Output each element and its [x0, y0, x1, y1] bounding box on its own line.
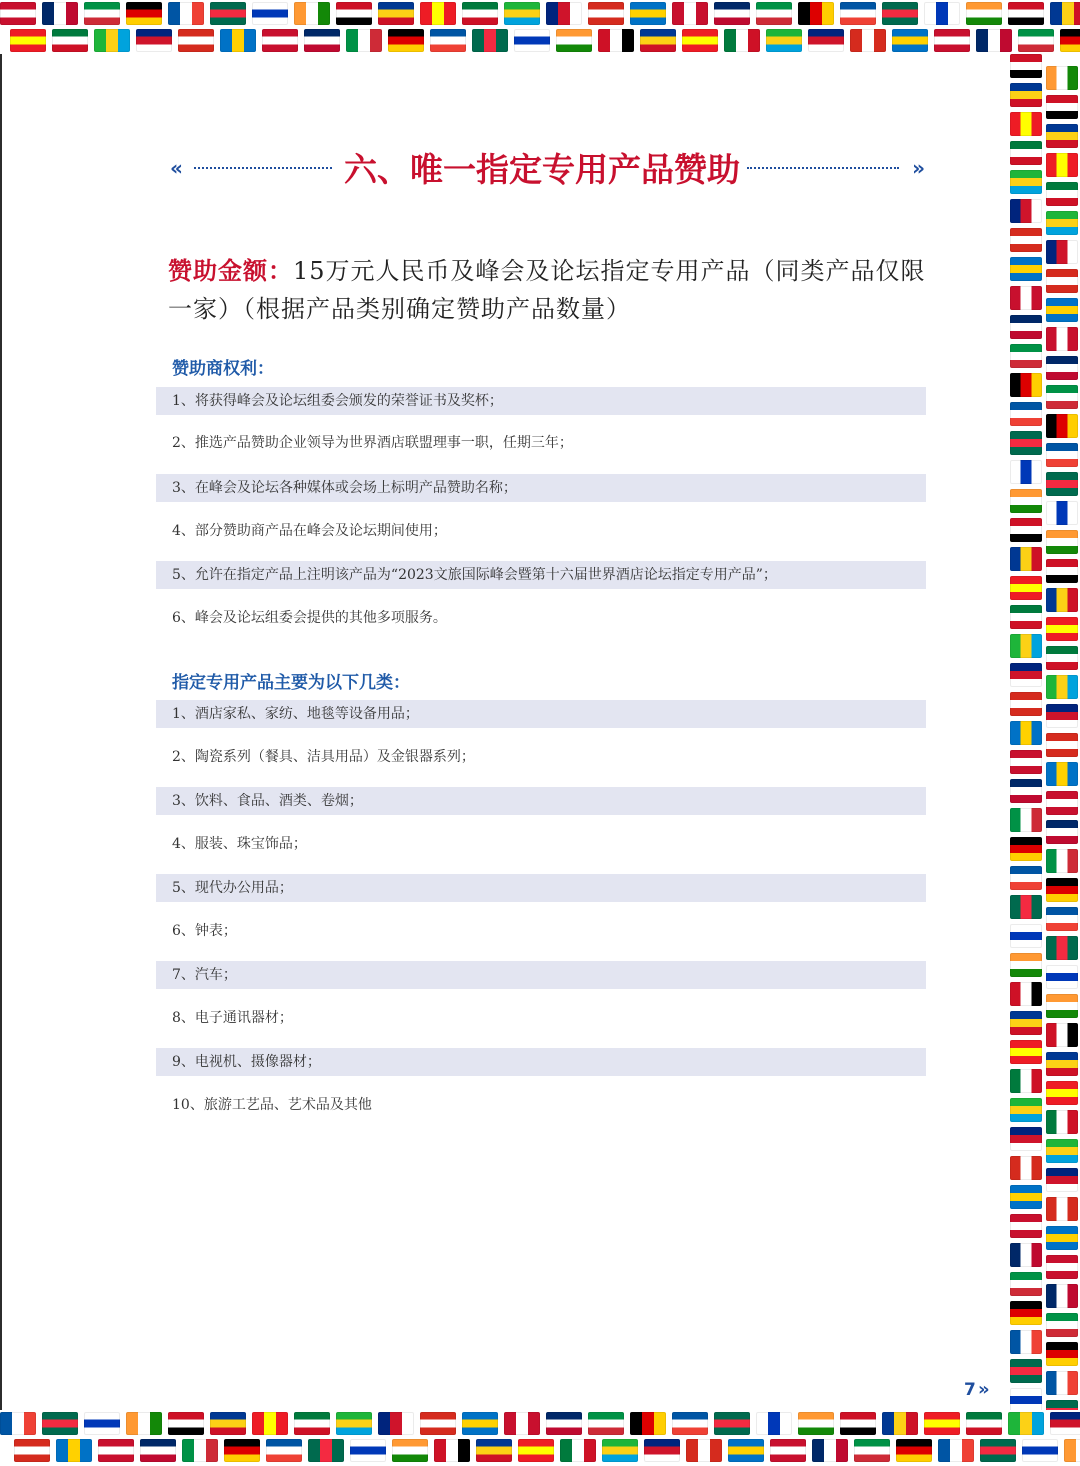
flag-icon: [1046, 298, 1078, 322]
flag-icon: [1046, 1226, 1078, 1250]
flag-icon: [588, 2, 624, 25]
title-divider-left: [194, 167, 332, 169]
flag-icon: [1010, 1069, 1042, 1093]
flag-icon: [1010, 924, 1042, 948]
flag-icon: [1010, 373, 1042, 397]
flag-icon: [1046, 356, 1078, 380]
flag-icon: [420, 2, 456, 25]
flag-icon: [1046, 820, 1078, 844]
flag-icon: [1010, 315, 1042, 339]
flag-icon: [728, 1439, 764, 1462]
flag-icon: [1046, 588, 1078, 612]
flag-icon: [168, 2, 204, 25]
chevron-right-icon: »: [912, 156, 919, 180]
flag-icon: [1010, 54, 1042, 78]
flag-icon: [672, 1412, 708, 1435]
flag-icon: [346, 29, 382, 52]
flag-icon: [84, 1412, 120, 1435]
flag-icon: [126, 1412, 162, 1435]
flag-icon: [1010, 982, 1042, 1006]
flag-icon: [266, 1439, 302, 1462]
flag-icon: [1010, 605, 1042, 629]
sponsorship-amount-label: 赞助金额：: [168, 257, 293, 285]
flag-icon: [724, 29, 760, 52]
flag-icon: [756, 1412, 792, 1435]
flag-icon: [140, 1439, 176, 1462]
flag-icon: [1010, 1388, 1042, 1410]
flag-icon: [798, 1412, 834, 1435]
flag-icon: [42, 1412, 78, 1435]
flag-icon: [1046, 559, 1078, 583]
flag-icon: [854, 1439, 890, 1462]
flag-icon: [714, 2, 750, 25]
flag-icon: [514, 29, 550, 52]
flag-icon: [1010, 634, 1042, 658]
flag-icon: [294, 2, 330, 25]
flag-icon: [1046, 675, 1078, 699]
flag-icon: [1046, 1400, 1078, 1410]
flag-icon: [924, 2, 960, 25]
flag-icon: [1046, 240, 1078, 264]
product-category-item: 9、电视机、摄像器材；: [156, 1048, 926, 1076]
flag-icon: [1046, 849, 1078, 873]
flag-icon: [1010, 228, 1042, 252]
flag-icon: [1010, 547, 1042, 571]
flag-icon: [168, 1412, 204, 1435]
flag-icon: [1050, 1412, 1080, 1435]
flag-icon: [1018, 29, 1054, 52]
flag-icon: [1010, 576, 1042, 600]
flag-icon: [1010, 1185, 1042, 1209]
flag-icon: [1046, 327, 1078, 351]
flag-icon: [1046, 1023, 1078, 1047]
flag-icon: [224, 1439, 260, 1462]
flag-icon: [896, 1439, 932, 1462]
flag-icon: [1046, 182, 1078, 206]
rights-item: 1、将获得峰会及论坛组委会颁发的荣誉证书及奖杯；: [156, 387, 926, 415]
flag-icon: [420, 1412, 456, 1435]
flag-icon: [766, 29, 802, 52]
product-category-item: 2、陶瓷系列（餐具、洁具用品）及金银器系列；: [172, 749, 475, 765]
flag-icon: [1010, 141, 1042, 165]
flag-icon: [94, 29, 130, 52]
flag-icon: [924, 1412, 960, 1435]
flag-icon: [840, 2, 876, 25]
flag-icon: [1064, 1439, 1080, 1462]
rights-item: 3、在峰会及论坛各种媒体或会场上标明产品赞助名称；: [156, 474, 926, 502]
flag-icon: [602, 1439, 638, 1462]
flag-icon: [1010, 808, 1042, 832]
rights-item: 4、部分赞助商产品在峰会及论坛期间使用；: [172, 523, 447, 539]
flag-icon: [1046, 1081, 1078, 1105]
flag-icon: [1010, 199, 1042, 223]
flag-icon: [1046, 936, 1078, 960]
product-category-item: 1、酒店家私、家纺、地毯等设备用品；: [156, 700, 926, 728]
flag-icon: [336, 2, 372, 25]
rights-item: 6、峰会及论坛组委会提供的其他多项服务。: [172, 610, 447, 626]
flag-icon: [1046, 153, 1078, 177]
flag-icon: [1010, 1301, 1042, 1325]
flag-icon: [882, 1412, 918, 1435]
flag-icon: [966, 1412, 1002, 1435]
sponsorship-amount-text: 15万元人民币及峰会及论坛指定专用产品（同类产品仅限一家）（根据产品类别确定赞助产品数量）: [168, 257, 926, 323]
flag-icon: [1046, 1284, 1078, 1308]
flag-icon: [1060, 29, 1080, 52]
flag-icon: [1010, 344, 1042, 368]
flag-icon: [756, 2, 792, 25]
flag-icon: [1010, 1011, 1042, 1035]
flag-icon: [682, 29, 718, 52]
flag-icon: [546, 2, 582, 25]
page-left-edge: [0, 54, 2, 1410]
flag-icon: [1046, 907, 1078, 931]
flag-icon: [1010, 1359, 1042, 1383]
flag-icon: [178, 29, 214, 52]
flag-icon: [1046, 1371, 1078, 1395]
flag-icon: [84, 2, 120, 25]
flag-icon: [1010, 1040, 1042, 1064]
flag-icon: [52, 29, 88, 52]
flag-icon: [210, 1412, 246, 1435]
flag-icon: [182, 1439, 218, 1462]
flag-icon: [1010, 257, 1042, 281]
flag-icon: [630, 1412, 666, 1435]
flag-icon: [1046, 269, 1078, 293]
flag-icon: [976, 29, 1012, 52]
flag-icon: [1046, 1197, 1078, 1221]
flag-icon: [938, 1439, 974, 1462]
product-category-item: 5、现代办公用品；: [156, 874, 926, 902]
page-chevron-icon: »: [978, 1379, 984, 1400]
flag-icon: [472, 29, 508, 52]
rights-heading: 赞助商权利：: [172, 359, 274, 379]
flag-icon: [1010, 431, 1042, 455]
products-heading: 指定专用产品主要为以下几类：: [172, 673, 410, 693]
flag-icon: [812, 1439, 848, 1462]
flag-icon: [1010, 286, 1042, 310]
top-flag-border: [0, 0, 1080, 54]
flag-icon: [1046, 1313, 1078, 1337]
flag-icon: [378, 2, 414, 25]
flag-icon: [1010, 1214, 1042, 1238]
flag-icon: [560, 1439, 596, 1462]
flag-icon: [1010, 1127, 1042, 1151]
flag-icon: [1010, 460, 1042, 484]
flag-icon: [1046, 965, 1078, 989]
flag-icon: [1046, 385, 1078, 409]
flag-icon: [1010, 750, 1042, 774]
flag-icon: [1010, 402, 1042, 426]
flag-icon: [126, 2, 162, 25]
flag-icon: [1046, 791, 1078, 815]
page-number: 7: [964, 1380, 976, 1400]
flag-icon: [1046, 443, 1078, 467]
flag-icon: [934, 29, 970, 52]
flag-icon: [1046, 617, 1078, 641]
flag-icon: [430, 29, 466, 52]
flag-icon: [1046, 501, 1078, 525]
flag-icon: [378, 1412, 414, 1435]
flag-icon: [294, 1412, 330, 1435]
flag-icon: [42, 2, 78, 25]
flag-icon: [1046, 124, 1078, 148]
flag-icon: [966, 2, 1002, 25]
flag-icon: [686, 1439, 722, 1462]
flag-icon: [220, 29, 256, 52]
flag-icon: [1010, 866, 1042, 890]
rights-item: 5、允许在指定产品上注明该产品为“2023文旅国际峰会暨第十六届世界酒店论坛指定专用产品”；: [156, 561, 926, 589]
flag-icon: [262, 29, 298, 52]
flag-icon: [336, 1412, 372, 1435]
flag-icon: [462, 1412, 498, 1435]
flag-icon: [1010, 1243, 1042, 1267]
flag-icon: [14, 1439, 50, 1462]
section-title-row: [170, 140, 925, 196]
flag-icon: [10, 29, 46, 52]
flag-icon: [1010, 489, 1042, 513]
flag-icon: [434, 1439, 470, 1462]
rights-item: 2、推选产品赞助企业领导为世界酒店联盟理事一职，任期三年；: [172, 435, 573, 451]
flag-icon: [1046, 1139, 1078, 1163]
flag-icon: [1046, 646, 1078, 670]
flag-icon: [518, 1439, 554, 1462]
product-category-item: 7、汽车；: [156, 961, 926, 989]
flag-icon: [1046, 414, 1078, 438]
product-category-item: 3、饮料、食品、酒类、卷烟；: [156, 787, 926, 815]
flag-icon: [1010, 895, 1042, 919]
flag-icon: [1010, 83, 1042, 107]
flag-icon: [630, 2, 666, 25]
sponsorship-amount: [168, 252, 928, 328]
flag-icon: [98, 1439, 134, 1462]
flag-icon: [882, 2, 918, 25]
flag-icon: [640, 29, 676, 52]
flag-icon: [546, 1412, 582, 1435]
flag-icon: [1046, 211, 1078, 235]
flag-icon: [556, 29, 592, 52]
chevron-left-icon: «: [170, 156, 177, 180]
flag-icon: [388, 29, 424, 52]
flag-icon: [1010, 837, 1042, 861]
flag-icon: [1010, 721, 1042, 745]
flag-icon: [1010, 170, 1042, 194]
flag-icon: [1010, 112, 1042, 136]
flag-icon: [1046, 1342, 1078, 1366]
product-category-item: 10、旅游工艺品、艺术品及其他: [172, 1097, 372, 1113]
flag-icon: [1046, 762, 1078, 786]
flag-icon: [1046, 530, 1078, 554]
flag-icon: [1022, 1439, 1058, 1462]
flag-icon: [808, 29, 844, 52]
flag-icon: [304, 29, 340, 52]
flag-icon: [714, 1412, 750, 1435]
flag-icon: [1046, 733, 1078, 757]
flag-icon: [308, 1439, 344, 1462]
flag-icon: [1046, 1255, 1078, 1279]
flag-icon: [1046, 1168, 1078, 1192]
flag-icon: [504, 1412, 540, 1435]
flag-icon: [1010, 1330, 1042, 1354]
flag-icon: [1008, 2, 1044, 25]
flag-icon: [770, 1439, 806, 1462]
flag-icon: [1010, 779, 1042, 803]
flag-icon: [1050, 2, 1080, 25]
flag-icon: [392, 1439, 428, 1462]
flag-icon: [1046, 95, 1078, 119]
flag-icon: [1008, 1412, 1044, 1435]
flag-icon: [798, 2, 834, 25]
title-divider-right: [747, 167, 899, 169]
flag-icon: [0, 1412, 36, 1435]
flag-icon: [504, 2, 540, 25]
flag-icon: [1046, 1110, 1078, 1134]
flag-icon: [850, 29, 886, 52]
flag-icon: [1046, 994, 1078, 1018]
flag-icon: [252, 2, 288, 25]
flag-icon: [1010, 953, 1042, 977]
flag-icon: [588, 1412, 624, 1435]
flag-icon: [252, 1412, 288, 1435]
bottom-flag-border: [0, 1410, 1080, 1466]
product-category-item: 4、服装、珠宝饰品；: [172, 836, 307, 852]
flag-icon: [210, 2, 246, 25]
flag-icon: [0, 2, 36, 25]
flag-icon: [1010, 692, 1042, 716]
flag-icon: [1010, 663, 1042, 687]
product-category-item: 6、钟表；: [172, 923, 237, 939]
flag-icon: [980, 1439, 1016, 1462]
flag-icon: [1046, 66, 1078, 90]
flag-icon: [892, 29, 928, 52]
flag-icon: [136, 29, 172, 52]
flag-icon: [1046, 704, 1078, 728]
flag-icon: [476, 1439, 512, 1462]
flag-icon: [462, 2, 498, 25]
flag-icon: [350, 1439, 386, 1462]
flag-icon: [598, 29, 634, 52]
flag-icon: [1010, 1098, 1042, 1122]
flag-icon: [644, 1439, 680, 1462]
flag-icon: [1046, 1052, 1078, 1076]
page-title: 六、唯一指定专用产品赞助: [344, 150, 740, 189]
product-category-item: 8、电子通讯器材；: [172, 1010, 293, 1026]
flag-icon: [1010, 1156, 1042, 1180]
flag-icon: [1046, 472, 1078, 496]
flag-icon: [1010, 518, 1042, 542]
flag-icon: [672, 2, 708, 25]
flag-icon: [1046, 878, 1078, 902]
flag-icon: [840, 1412, 876, 1435]
flag-icon: [56, 1439, 92, 1462]
flag-icon: [1010, 1272, 1042, 1296]
right-flag-border: [1010, 54, 1080, 1410]
